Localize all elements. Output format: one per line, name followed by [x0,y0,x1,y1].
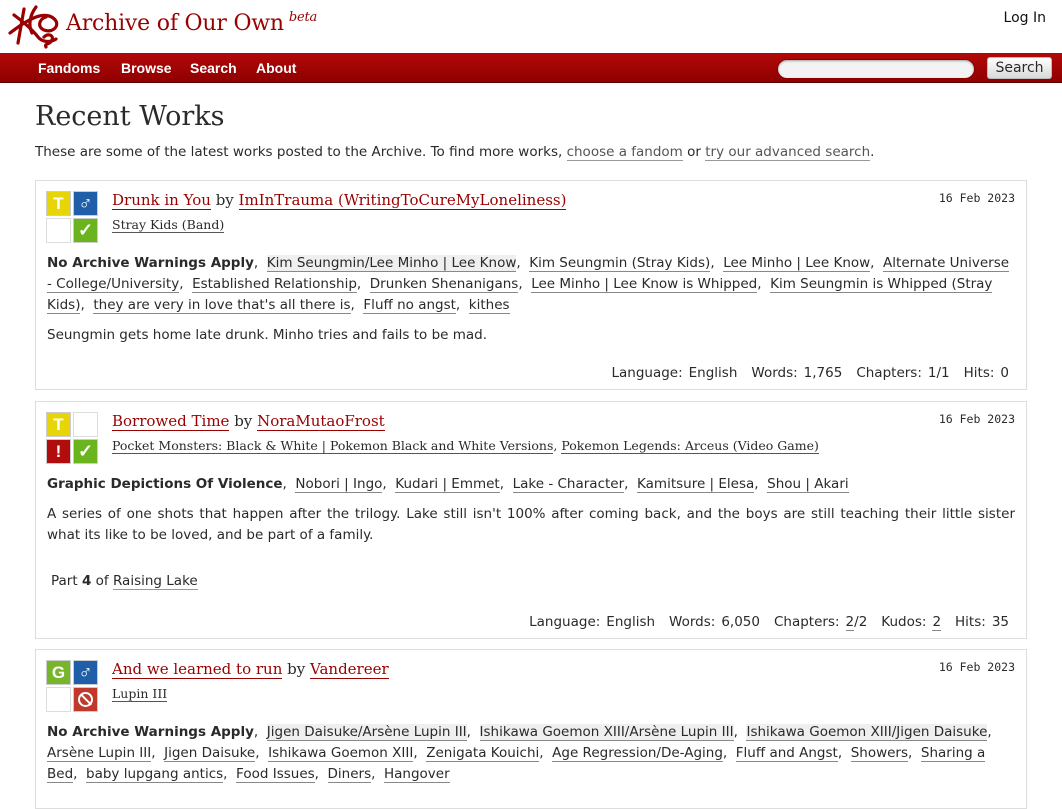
freeform-tag [767,476,848,493]
work-heading [112,412,385,430]
work-title-link[interactable]: And we learned to run [112,660,283,678]
series-part-number: 4 [81,573,92,589]
site-header [0,0,1062,53]
work-heading [112,191,566,209]
language-value: English [688,365,738,381]
work-title-link[interactable]: Borrowed Time [112,412,230,430]
language-label: Language: [611,365,683,381]
tag-list: Graphic Depictions Of Violence, Nobori | Ingo, Kudari | Emmet, Lake - Character, Kamitsure | Elesa, Shou | Akari [47,476,849,492]
freeform-tag [552,745,723,762]
freeform-tag [637,476,754,493]
fandom-link[interactable]: Stray Kids (Band) [112,217,225,232]
work-summary: Seungmin gets home late drunk. Minho tries and fails to be mad. [47,327,488,343]
work-date: 16 Feb 2023 [938,412,1015,426]
choose-fandom-link[interactable]: choose a fandom [566,144,683,160]
relationship-tag [746,724,987,741]
rating-general-icon[interactable]: G [46,660,71,685]
by-label: by [215,191,234,209]
warning-none-icon[interactable] [46,687,71,712]
freeform-tag-link[interactable]: Zenigata Kouichi [426,745,540,761]
hits-label: Hits: [963,365,995,381]
freeform-tag-link[interactable]: Hangover [384,766,450,782]
freeform-tag [426,745,539,762]
freeform-tag-link[interactable]: Shou | Akari [767,476,849,492]
tag-list: No Archive Warnings Apply, Jigen Daisuke/Arsène Lupin III, Ishikawa Goemon XIII/Arsène Lupin III, Ishikawa Goemon XIII/Jigen Daisuke, Arsène Lupin III, Jigen Daisuke, Ishikawa Goemon XIII, Zenigata Kouichi, Age Regression/De-Aging, Fluff and Angst, Showers, Sharing a Bed, baby lupgang antics, Food Issues, Diners, Hangover [47,724,996,782]
work-blurb [35,401,1027,639]
author-link[interactable]: Vandereer [310,660,389,678]
freeform-tag [370,276,519,293]
fandom-link[interactable]: Pokemon Legends: Arceus (Video Game) [561,438,819,453]
series-info [51,573,198,589]
freeform-tag [93,297,350,314]
freeform-tag [469,297,510,314]
work-title-link[interactable]: Drunk in You [112,191,211,209]
freeform-tag-link[interactable]: Food Issues [236,766,315,782]
freeform-tag [236,766,315,783]
freeform-tag [295,476,382,493]
intro-end: . [870,144,875,160]
author-link[interactable]: ImInTrauma (WritingToCureMyLoneliness) [238,191,567,209]
category-none-icon[interactable] [73,412,98,437]
page-title: Recent Works [35,101,225,132]
freeform-tag [328,766,372,783]
login-link[interactable]: Log In [1003,10,1046,26]
site-title[interactable]: Archive of Our Own $^{beta}$ [66,10,318,36]
rating-teen-icon[interactable]: T [46,412,71,437]
relationship-tag [480,724,734,741]
freeform-tag-link[interactable]: Kim Seungmin (Stray Kids) [529,255,711,271]
required-tags [46,660,101,712]
freeform-tag-link[interactable]: Established Relationship [192,276,357,292]
primary-nav [0,53,1062,83]
work-stats [529,614,1009,630]
language-value: English [606,614,656,630]
words-label: Words: [751,365,798,381]
freeform-tag-link[interactable]: kithes [468,297,510,313]
freeform-tag [363,297,456,314]
required-tags [46,191,101,243]
intro-sentence: These are some of the latest works posted to the Archive. To find more works, [35,144,563,160]
search-button[interactable]: Search [987,57,1052,79]
complete-check-icon[interactable]: ✓ [73,439,98,464]
intro-text [35,144,874,160]
freeform-tag [268,745,413,762]
hits-value: 35 [991,614,1009,630]
work-blurb [35,180,1027,390]
fandom-link[interactable]: Pocket Monsters: Black & White | Pokemon Black and White Versions [112,438,554,453]
words-label: Words: [669,614,716,630]
chapters-label: Chapters: [773,614,840,630]
work-date: 16 Feb 2023 [938,191,1015,205]
hits-label: Hits: [955,614,986,630]
nav-about[interactable]: About [256,60,297,76]
nav-browse[interactable]: Browse [121,60,172,76]
chapters-label: Chapters: [856,365,922,381]
ao3-logo-icon[interactable] [6,3,66,49]
hits-value: 0 [1000,365,1009,381]
relationship-tag-link[interactable]: Ishikawa Goemon XIII/Arsène Lupin III [479,724,734,740]
category-mm-icon[interactable]: ♂ [73,191,98,216]
complete-check-icon[interactable]: ✓ [73,218,98,243]
warning-violence-icon[interactable]: ! [46,439,71,464]
freeform-tag-link[interactable]: Fluff no angst [363,297,456,313]
site-beta-label: beta [288,10,318,25]
by-label: by [234,412,253,430]
freeform-tag [723,255,870,272]
freeform-tag [86,766,223,783]
freeform-tag-link[interactable]: Kamitsure | Elesa [637,476,755,492]
kudos-link[interactable]: 2 [932,614,942,630]
relationship-tag-link[interactable]: Ishikawa Goemon XIII/Jigen Daisuke [746,724,988,740]
intro-or: or [687,144,701,160]
warning-tag-link[interactable]: No Archive Warnings Apply [47,255,254,271]
freeform-tag-link[interactable]: Alternate Universe - College/University [47,255,1010,292]
freeform-tag-link[interactable]: Kudari | Emmet [395,476,500,492]
series-link[interactable]: Raising Lake [112,573,198,589]
fandom-link[interactable]: Lupin III [112,686,168,701]
incomplete-no-icon[interactable] [73,687,98,712]
work-heading [112,660,389,678]
relationship-tag-link[interactable]: Jigen Daisuke/Arsène Lupin III [266,724,467,740]
freeform-tag-link[interactable]: Jigen Daisuke [164,745,256,761]
freeform-tag-link[interactable]: Age Regression/De-Aging [552,745,723,761]
words-value: 6,050 [721,614,760,630]
kudos-label: Kudos: [881,614,927,630]
freeform-tag-link[interactable]: baby lupgang antics [86,766,224,782]
warning-tag [47,476,283,492]
freeform-tag [529,255,710,272]
by-label: by [287,660,306,678]
fandom-list [112,686,167,701]
nav-fandoms[interactable]: Fandoms [38,60,101,76]
freeform-tag-link[interactable]: Nobori | Ingo [295,476,383,492]
language-label: Language: [529,614,601,630]
freeform-tag-link[interactable]: they are very in love that's all there is [93,297,351,313]
freeform-tag [164,745,255,762]
freeform-tag [513,476,625,493]
chapters-total: /2 [854,614,868,630]
advanced-search-link[interactable]: try our advanced search [705,144,871,160]
freeform-tag [47,745,151,762]
words-value: 1,765 [803,365,843,381]
freeform-tag-link[interactable]: Lake - Character [512,476,625,492]
nav-search[interactable]: Search [190,60,237,76]
tag-list: No Archive Warnings Apply, Kim Seungmin/Lee Minho | Lee Know, Kim Seungmin (Stray Kids), Lee Minho | Lee Know, Alternate Universe - College/University, Established Relationship, Drunken Shenanigans, Lee Minho | Lee Know is Whipped, Kim Seungmin is Whipped (Stray Kids), they are very in love that's all there is, Fluff no angst, kithes [47,255,1010,313]
work-date: 16 Feb 2023 [938,660,1015,674]
freeform-tag-link[interactable]: Ishikawa Goemon XIII [268,745,414,761]
warning-tag [47,724,254,740]
freeform-tag-link[interactable]: Sharing a Bed [47,745,986,782]
of-label: of [95,573,109,589]
fandom-list [112,217,224,232]
freeform-tag-link[interactable]: Lee Minho | Lee Know [723,255,871,271]
chapters-link[interactable]: 2 [845,614,855,630]
warning-tag [47,255,254,271]
freeform-tag-link[interactable]: Lee Minho | Lee Know is Whipped [531,276,758,292]
no-symbol-icon [78,692,93,707]
required-tags [46,412,101,464]
work-summary: A series of one shots that happen after the trilogy. Lake still isn't 100% after coming back, and the boys are still teaching their little sister what its like to be loved, and be part of a family. [47,506,1015,543]
search-input[interactable] [777,59,975,79]
category-mm-icon[interactable]: ♂ [73,660,98,685]
freeform-tag-link[interactable]: Diners [327,766,372,782]
freeform-tag [384,766,450,783]
relationship-tag [267,255,517,272]
warning-tag-link[interactable]: Graphic Depictions Of Violence [47,476,283,492]
freeform-tag [395,476,499,493]
warning-none-icon[interactable] [46,218,71,243]
work-stats [611,365,1009,381]
freeform-tag-link[interactable]: Fluff and Angst [735,745,838,761]
freeform-tag-link[interactable]: Kim Seungmin is Whipped (Stray Kids) [47,276,993,313]
chapters-value: 1/1 [927,365,950,381]
freeform-tag-link[interactable]: Showers [850,745,909,761]
freeform-tag-link[interactable]: Arsène Lupin III [47,745,152,761]
warning-tag-link[interactable]: No Archive Warnings Apply [47,724,254,740]
relationship-tag [267,724,467,741]
freeform-tag [851,745,908,762]
rating-teen-icon[interactable]: T [46,191,71,216]
part-label: Part [51,573,78,589]
freeform-tag [531,276,757,293]
work-blurb [35,649,1027,809]
freeform-tag [736,745,838,762]
relationship-tag-link[interactable]: Kim Seungmin/Lee Minho | Lee Know [266,255,517,271]
freeform-tag [192,276,357,293]
fandom-list: Pocket Monsters: Black & White | Pokemon Black and White Versions, Pokemon Legends: Arceus (Video Game) [112,438,819,453]
freeform-tag-link[interactable]: Drunken Shenanigans [369,276,519,292]
author-link[interactable]: NoraMutaoFrost [257,412,385,430]
